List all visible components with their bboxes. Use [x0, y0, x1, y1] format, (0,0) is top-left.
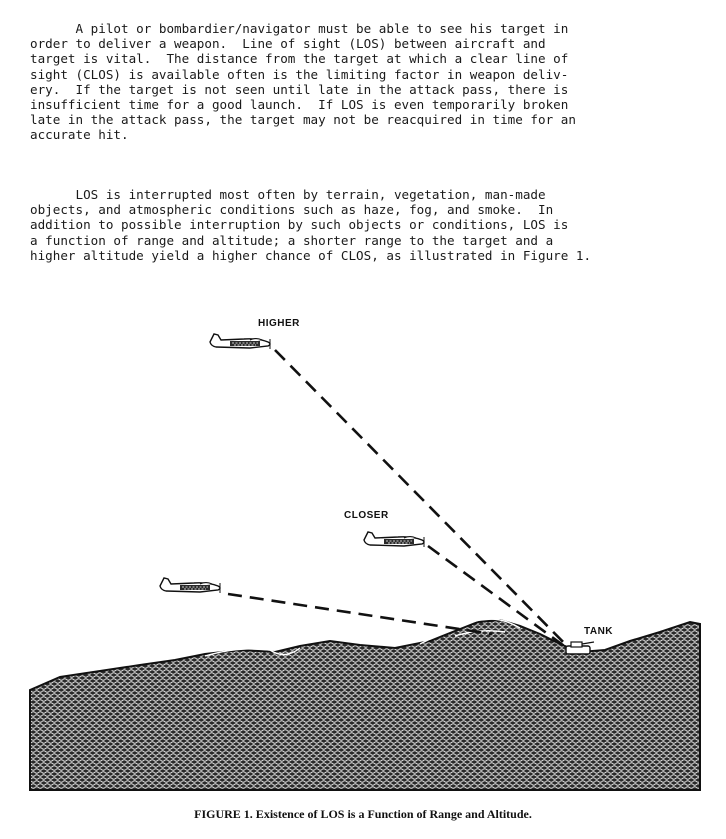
text-line: a function of range and altitude; a shorter range to the target and a	[30, 232, 554, 248]
figure-los-illustration	[0, 300, 726, 800]
text-line: target is vital. The distance from the target at which a clear line of	[30, 51, 569, 67]
label-tank: TANK	[584, 626, 614, 637]
label-closer: CLOSER	[344, 510, 389, 521]
label-higher: HIGHER	[258, 318, 300, 329]
text-line: ery. If the target is not seen until late in the attack pass, there is	[30, 81, 569, 97]
aircraft-higher-icon	[210, 334, 270, 349]
text-line: insufficient time for a good launch. If LOS is even temporarily broken	[30, 97, 569, 113]
text-line: higher altitude yield a higher chance of CLOS, as illustrated in Figure 1.	[30, 247, 592, 263]
text-line: late in the attack pass, the target may not be reacquired in time for an	[30, 112, 576, 128]
text-line: addition to possible interruption by such objects or conditions, LOS is	[30, 217, 569, 233]
figure-caption: FIGURE 1. Existence of LOS is a Function of Range and Altitude.	[194, 807, 532, 821]
text-line: objects, and atmospheric conditions such as haze, fog, and smoke. In	[30, 202, 554, 218]
text-line: A pilot or bombardier/navigator must be able to see his target in	[30, 21, 569, 36]
text-line: accurate hit.	[30, 127, 129, 143]
tank-icon	[566, 642, 594, 654]
text-line: sight (CLOS) is available often is the limiting factor in weapon deliv-	[30, 66, 569, 82]
aircraft-closer-icon	[364, 532, 424, 547]
paragraph-los-interruption	[30, 187, 710, 263]
text-line: LOS is interrupted most often by terrain, vegetation, man-made	[30, 187, 546, 202]
aircraft-low-icon	[160, 578, 220, 593]
terrain	[30, 620, 700, 790]
paragraph-los-intro	[30, 21, 710, 143]
text-line: order to deliver a weapon. Line of sight (LOS) between aircraft and	[30, 36, 546, 52]
los-line-low	[228, 594, 492, 634]
